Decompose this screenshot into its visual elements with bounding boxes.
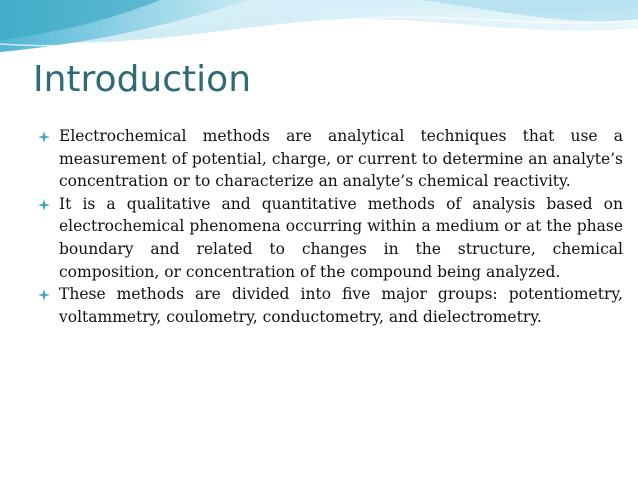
header-wave-decoration [0,0,638,60]
slide-title: Introduction [33,59,252,100]
bullet-item [38,283,623,328]
bullet-text: These methods are divided into five major groups: potentiometry, voltammetry, coulometry, conductometry, and dielectrometry. [59,285,623,326]
four-point-star-bullet-icon [38,289,50,301]
bullet-list [38,125,623,328]
bullet-item [38,125,623,193]
four-point-star-bullet-icon [38,199,50,211]
bullet-text: Electrochemical methods are analytical techniques that use a measurement of potential, charge, or current to determine an analyte’s concentration or to characterize an analyte’s chemical reactivity. [59,127,623,191]
bullet-item [38,193,623,283]
four-point-star-bullet-icon [38,131,50,143]
bullet-text: It is a qualitative and quantitative methods of analysis based on electrochemical phenomena occurring within a medium or at the phase boundary and related to changes in the structure, chemical composition, or concentration of the compound being analyzed. [59,194,623,281]
